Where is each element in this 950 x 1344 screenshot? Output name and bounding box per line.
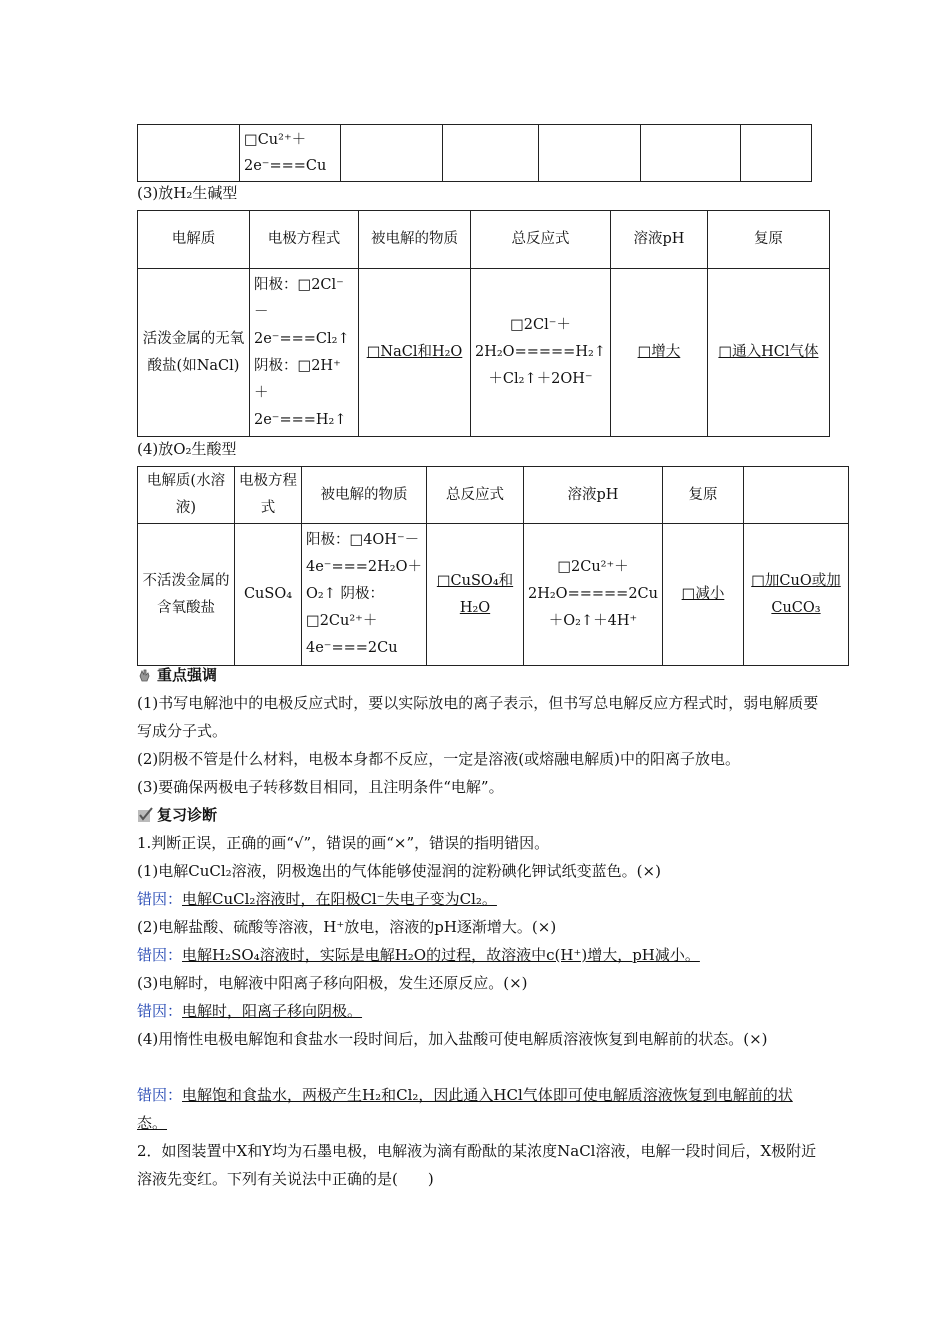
error-text: 电解CuCl₂溶液时，在阳极Cl⁻失电子变为Cl₂。 bbox=[182, 890, 497, 908]
emphasis-title: 重点强调 bbox=[157, 666, 218, 684]
table-cell: □加CuO或加CuCO₃ bbox=[743, 524, 848, 666]
header-cell: 溶液pH bbox=[524, 467, 663, 524]
header-cell: 复原 bbox=[662, 467, 743, 524]
emphasis-p2: (2)阴极不管是什么材料，电极本身都不反应，一定是溶液(或熔融电解质)中的阳离子放电。 bbox=[137, 750, 740, 768]
table-cell bbox=[138, 125, 240, 182]
table-cell: □2Cl⁻＋2H₂O=====H₂↑＋Cl₂↑＋2OH⁻ bbox=[471, 269, 611, 437]
error-text: 电解时，阳离子移向阴极。 bbox=[182, 1002, 363, 1020]
table-cell: □通入HCl气体 bbox=[707, 269, 829, 437]
table-cell: 不活泼金属的含氧酸盐 bbox=[138, 524, 235, 666]
header-cell: 电解质(水溶液) bbox=[138, 467, 235, 524]
error-label: 错因： bbox=[137, 1002, 183, 1020]
header-cell: 电极方程式 bbox=[235, 467, 302, 524]
item-1: (1)电解CuCl₂溶液，阴极逸出的气体能够使湿润的淀粉碘化钾试纸变蓝色。(×) bbox=[137, 862, 661, 880]
table-cell bbox=[641, 125, 741, 182]
error-reason-3 bbox=[137, 997, 822, 1025]
item-4: (4)用惰性电极电解饱和食盐水一段时间后，加入盐酸可使电解质溶液恢复到电解前的状态。(×) bbox=[137, 1030, 768, 1048]
error-reason-4 bbox=[137, 1081, 822, 1137]
table-cell: 活泼金属的无氧酸盐(如NaCl) bbox=[138, 269, 250, 437]
error-reason-2 bbox=[137, 941, 822, 969]
table-cell: □Cu²⁺＋2e⁻===Cu bbox=[240, 125, 341, 182]
error-text: 电解H₂SO₄溶液时，实际是电解H₂O的过程，故溶液中c(H⁺)增大，pH减小。 bbox=[182, 946, 700, 964]
table-cell bbox=[539, 125, 641, 182]
table-cell bbox=[341, 125, 443, 182]
emphasis-header bbox=[137, 664, 217, 685]
error-reason-1 bbox=[137, 885, 822, 913]
header-cell: 总反应式 bbox=[427, 467, 524, 524]
error-label: 错因： bbox=[137, 1086, 183, 1104]
table-cell bbox=[443, 125, 539, 182]
emphasis-p1: (1)书写电解池中的电极反应式时，要以实际放电的离子表示，但书写总电解反应方程式时，弱电解质要写成分子式。 bbox=[137, 694, 819, 740]
question-1: 1.判断正误，正确的画“√”，错误的画“×”，错误的指明错因。 bbox=[137, 834, 550, 852]
table-cell: □增大 bbox=[610, 269, 707, 437]
table-cell: □CuSO₄和H₂O bbox=[427, 524, 524, 666]
table-partial bbox=[137, 124, 812, 182]
section-title: (4)放O₂生酸型 bbox=[137, 440, 237, 458]
item-2: (2)电解盐酸、硫酸等溶液，H⁺放电，溶液的pH逐渐增大。(×) bbox=[137, 918, 557, 936]
header-cell bbox=[743, 467, 848, 524]
error-label: 错因： bbox=[137, 946, 183, 964]
review-header bbox=[137, 804, 217, 825]
table-cell: 阳极：□2Cl⁻－2e⁻===Cl₂↑ 阴极：□2H⁺＋2e⁻===H₂↑ bbox=[250, 269, 359, 437]
header-cell: 被电解的物质 bbox=[302, 467, 427, 524]
table-cell: □减小 bbox=[662, 524, 743, 666]
table-sec3 bbox=[137, 210, 830, 437]
section-title: (3)放H₂生碱型 bbox=[137, 184, 238, 202]
table-cell: □NaCl和H₂O bbox=[359, 269, 471, 437]
item-3: (3)电解时，电解液中阳离子移向阳极，发生还原反应。(×) bbox=[137, 974, 528, 992]
header-cell: 总反应式 bbox=[471, 211, 611, 269]
error-text: 电解饱和食盐水，两极产生H₂和Cl₂，因此通入HCl气体即可使电解质溶液恢复到电解前的状态。 bbox=[137, 1086, 793, 1132]
table-cell: CuSO₄ bbox=[235, 524, 302, 666]
emphasis-p3: (3)要确保两极电子转移数目相同，且注明条件“电解”。 bbox=[137, 778, 504, 796]
header-cell: 被电解的物质 bbox=[359, 211, 471, 269]
pointing-hand-icon bbox=[137, 667, 153, 683]
question-2: 2．如图装置中X和Y均为石墨电极，电解液为滴有酚酞的某浓度NaCl溶液，电解一段时间后，X极附近溶液先变红。下列有关说法中正确的是( ) bbox=[137, 1142, 817, 1188]
header-cell: 复原 bbox=[707, 211, 829, 269]
header-cell: 电极方程式 bbox=[250, 211, 359, 269]
table-cell: □2Cu²⁺＋2H₂O=====2Cu＋O₂↑＋4H⁺ bbox=[524, 524, 663, 666]
error-label: 错因： bbox=[137, 890, 183, 908]
header-cell: 电解质 bbox=[138, 211, 250, 269]
table-cell bbox=[741, 125, 812, 182]
checkmark-icon bbox=[137, 807, 153, 823]
header-cell: 溶液pH bbox=[610, 211, 707, 269]
table-cell: 阳极：□4OH⁻－4e⁻===2H₂O＋O₂↑ 阴极：□2Cu²⁺＋4e⁻===2Cu bbox=[302, 524, 427, 666]
review-title: 复习诊断 bbox=[157, 806, 218, 824]
table-sec4 bbox=[137, 466, 849, 666]
